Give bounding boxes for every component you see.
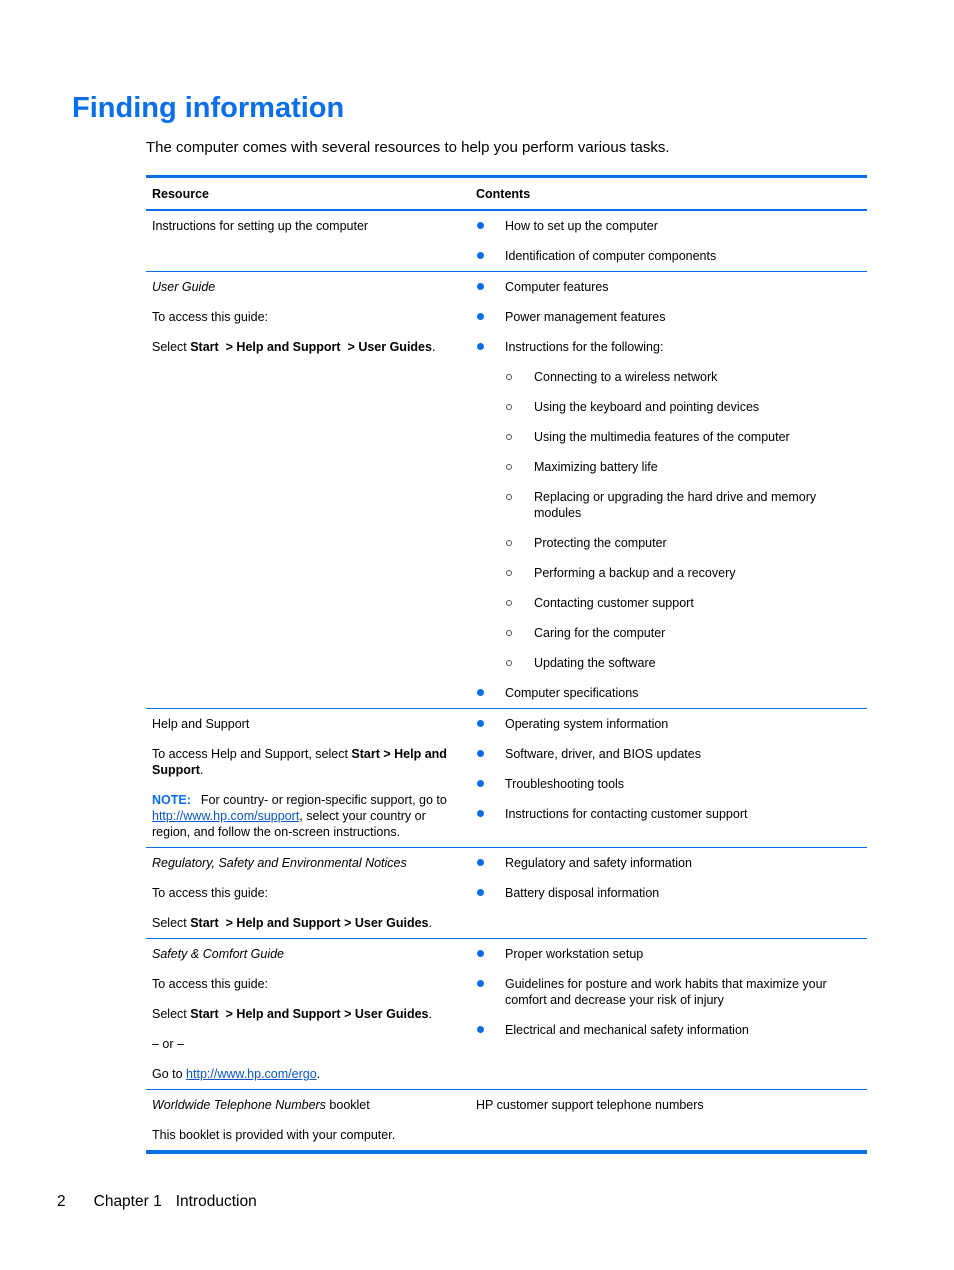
access-text: To access this guide: (152, 977, 269, 991)
list-item: Power management features (476, 309, 861, 325)
list-item: Software, driver, and BIOS updates (476, 746, 861, 762)
sub-bullet-icon (506, 540, 512, 546)
list-item: How to set up the computer (476, 218, 861, 234)
sub-bullet-icon (506, 374, 512, 380)
header-contents: Contents (470, 177, 867, 211)
bullet-icon (477, 950, 484, 957)
page-title: Finding information (72, 92, 345, 124)
sub-list (505, 369, 861, 671)
table-row (146, 272, 867, 709)
ergo-link[interactable]: http://www.hp.com/ergo (186, 1067, 317, 1081)
access-text: To access Help and Support, select Start > Help and Support. (152, 747, 447, 777)
contents-cell (470, 848, 867, 939)
chapter-title: Introduction (175, 1193, 257, 1210)
bullet-icon (477, 750, 484, 757)
bullet-icon (477, 689, 484, 696)
sub-list-item: Maximizing battery life (505, 459, 861, 475)
resource-title: User Guide (152, 280, 216, 294)
table-row (146, 848, 867, 939)
bullet-icon (477, 980, 484, 987)
sub-list-item: Caring for the computer (505, 625, 861, 641)
resources-table (146, 175, 867, 1154)
sub-bullet-icon (506, 600, 512, 606)
sub-list-item: Updating the software (505, 655, 861, 671)
header-resource: Resource (146, 177, 470, 211)
resource-cell (146, 848, 470, 939)
contents-list (476, 946, 861, 1038)
list-item: Instructions for contacting customer support (476, 806, 861, 822)
contents-cell (470, 709, 867, 848)
contents-cell (470, 210, 867, 272)
note-label: NOTE: (152, 793, 191, 807)
contents-list (476, 855, 861, 901)
contents-list (476, 279, 861, 701)
resource-title: Worldwide Telephone Numbers booklet (152, 1098, 370, 1112)
list-item: Instructions for the following: Connecting to a wireless network Using the keyboard and pointing devices Using the multimedia features of the computer Maximizing battery life Replacing or upgrading the hard drive and memory modules Protecting the computer Performing a backup and a recovery Contacting customer support Caring for the computer Updating the software (476, 339, 861, 671)
table-row (146, 939, 867, 1090)
list-item: Computer features (476, 279, 861, 295)
table-header-row (146, 177, 867, 211)
sub-list-item: Connecting to a wireless network (505, 369, 861, 385)
sub-bullet-icon (506, 464, 512, 470)
bullet-icon (477, 283, 484, 290)
sub-bullet-icon (506, 630, 512, 636)
select-path: Select Start > Help and Support > User Guides. (152, 340, 436, 354)
resource-cell (146, 272, 470, 709)
resource-description: This booklet is provided with your computer. (152, 1128, 396, 1142)
contents-cell (470, 272, 867, 709)
bullet-icon (477, 810, 484, 817)
list-item: Operating system information (476, 716, 861, 732)
sub-bullet-icon (506, 660, 512, 666)
list-item: Computer specifications (476, 685, 861, 701)
resource-title: Regulatory, Safety and Environmental Notices (152, 856, 407, 870)
bullet-icon (477, 343, 484, 350)
resource-title: Help and Support (152, 717, 250, 731)
table-row (146, 210, 867, 272)
bullet-icon (477, 780, 484, 787)
sub-bullet-icon (506, 434, 512, 440)
select-path: Select Start > Help and Support > User Guides. (152, 916, 432, 930)
note: NOTE: For country- or region-specific support, go to http://www.hp.com/support, select your country or region, and follow the on-screen instructions. (152, 793, 447, 839)
resource-cell (146, 709, 470, 848)
contents-list (476, 218, 861, 264)
sub-list-item: Contacting customer support (505, 595, 861, 611)
or-separator: – or – (152, 1037, 184, 1051)
sub-bullet-icon (506, 570, 512, 576)
sub-bullet-icon (506, 404, 512, 410)
support-link[interactable]: http://www.hp.com/support (152, 809, 300, 823)
list-item: Regulatory and safety information (476, 855, 861, 871)
page-footer (57, 1192, 257, 1212)
contents-text: HP customer support telephone numbers (476, 1098, 704, 1112)
resource-cell (146, 939, 470, 1090)
sub-list-item: Protecting the computer (505, 535, 861, 551)
access-text: To access this guide: (152, 886, 269, 900)
sub-list-item: Replacing or upgrading the hard drive and memory modules (505, 489, 861, 521)
bullet-icon (477, 859, 484, 866)
list-item: Guidelines for posture and work habits that maximize your comfort and decrease your risk of injury (476, 976, 861, 1008)
contents-list (476, 716, 861, 822)
contents-cell (470, 939, 867, 1090)
chapter-label: Chapter 1 (93, 1193, 162, 1210)
intro-text: The computer comes with several resources to help you perform various tasks. (146, 139, 670, 156)
list-item: Proper workstation setup (476, 946, 861, 962)
sub-list-item: Performing a backup and a recovery (505, 565, 861, 581)
select-path: Select Start > Help and Support > User Guides. (152, 1007, 432, 1021)
page-number: 2 (57, 1193, 66, 1210)
table-row (146, 1090, 867, 1153)
bullet-icon (477, 313, 484, 320)
resource-title: Instructions for setting up the computer (152, 219, 369, 233)
sub-list-item: Using the keyboard and pointing devices (505, 399, 861, 415)
bullet-icon (477, 1026, 484, 1033)
bullet-icon (477, 889, 484, 896)
list-item: Electrical and mechanical safety information (476, 1022, 861, 1038)
resource-cell (146, 1090, 470, 1153)
list-item: Troubleshooting tools (476, 776, 861, 792)
list-item: Battery disposal information (476, 885, 861, 901)
resource-title: Safety & Comfort Guide (152, 947, 285, 961)
bullet-icon (477, 222, 484, 229)
resource-cell (146, 210, 470, 272)
table-row (146, 709, 867, 848)
sub-bullet-icon (506, 494, 512, 500)
bullet-icon (477, 252, 484, 259)
list-item: Identification of computer components (476, 248, 861, 264)
access-text: To access this guide: (152, 310, 269, 324)
bullet-icon (477, 720, 484, 727)
contents-cell (470, 1090, 867, 1153)
sub-list-item: Using the multimedia features of the computer (505, 429, 861, 445)
goto-text: Go to http://www.hp.com/ergo. (152, 1067, 321, 1081)
